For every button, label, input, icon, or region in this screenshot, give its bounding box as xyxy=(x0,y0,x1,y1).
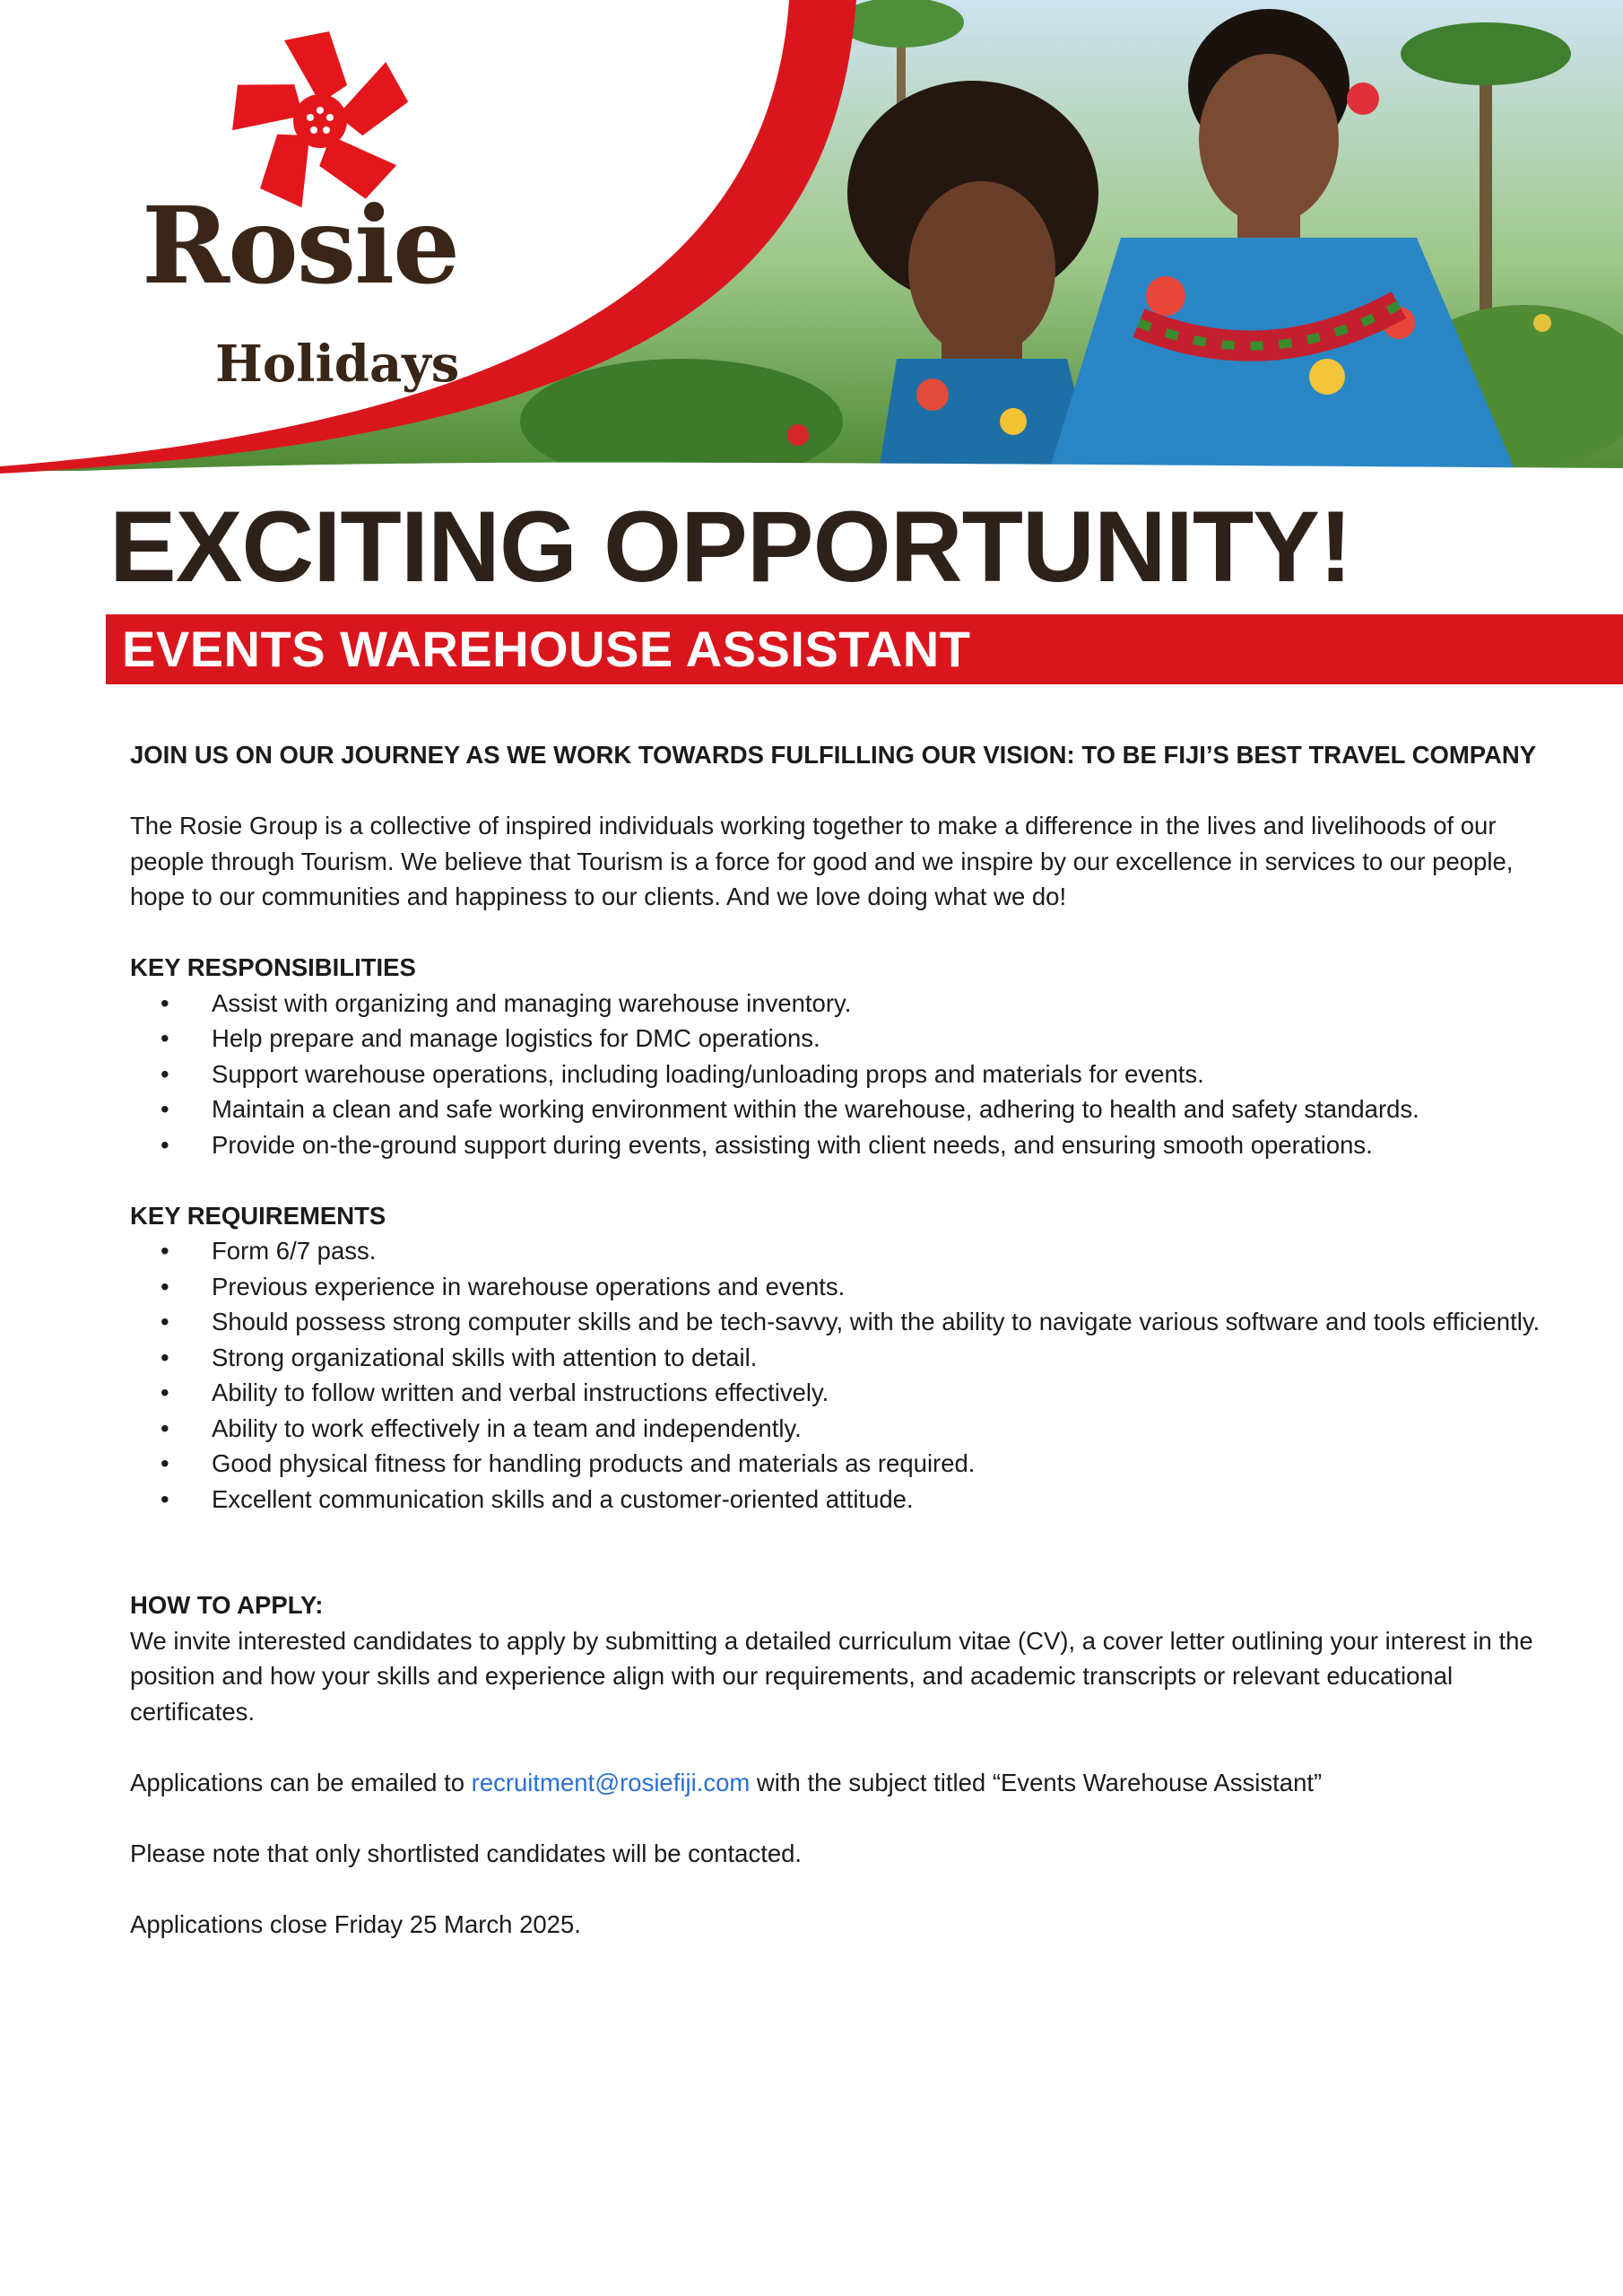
list-item: • Support warehouse operations, including loading/unloading props and materials for events. xyxy=(130,1057,1542,1092)
page-headline: EXCITING OPPORTUNITY! xyxy=(109,491,1352,603)
list-item: • Strong organizational skills with attention to detail. xyxy=(130,1340,1542,1376)
list-item: • Ability to follow written and verbal instructions effectively. xyxy=(130,1375,1542,1411)
list-item: • Maintain a clean and safe working environment within the warehouse, adhering to health and safety standards. xyxy=(130,1091,1512,1127)
bullet-icon: • xyxy=(161,1059,169,1088)
bullet-icon: • xyxy=(161,1130,169,1159)
bullet-icon: • xyxy=(161,1308,169,1335)
list-item: • Good physical fitness for handling products and materials as required. xyxy=(130,1446,1542,1482)
logo-subtitle: Holidays xyxy=(215,335,460,394)
job-title-bar xyxy=(106,614,1623,684)
bullet-icon: • xyxy=(161,1449,169,1477)
list-item: • Ability to work effectively in a team and independently. xyxy=(130,1411,1542,1447)
bullet-icon: • xyxy=(161,1237,169,1265)
apply-paragraph: We invite interested candidates to apply by submitting a detailed curriculum vitae (CV), a cover letter outlining your interest in the position and how your skills and experience align with our requirements, and academic transcripts or relevant educational certificates. xyxy=(130,1626,1533,1726)
closing-date: Applications close Friday 25 March 2025. xyxy=(130,1909,581,1938)
job-description xyxy=(130,737,1542,1942)
list-item: • Should possess strong computer skills and be tech-savvy, with the ability to navigate various software and tools efficiently. xyxy=(130,1304,1542,1340)
list-item: • Provide on-the-ground support during events, assisting with client needs, and ensuring smooth operations. xyxy=(130,1127,1542,1163)
list-item: • Excellent communication skills and a customer-oriented attitude. xyxy=(130,1482,1542,1518)
bullet-icon: • xyxy=(161,1095,169,1123)
responsibilities-heading: KEY RESPONSIBILITIES xyxy=(130,953,416,981)
bullet-icon: • xyxy=(161,1484,169,1513)
vision-statement: JOIN US ON OUR JOURNEY AS WE WORK TOWARDS FULFILLING OUR VISION: TO BE FIJI’S BEST TRAVEL COMPANY xyxy=(130,741,1537,769)
bullet-icon: • xyxy=(161,1378,169,1406)
bullet-icon: • xyxy=(161,1343,169,1371)
bullet-icon: • xyxy=(161,1272,169,1300)
bullet-icon: • xyxy=(161,988,169,1017)
apply-heading: HOW TO APPLY: xyxy=(130,1591,324,1619)
requirements-heading: KEY REQUIREMENTS xyxy=(130,1201,386,1230)
hero-banner xyxy=(0,0,1623,484)
list-item: • Previous experience in warehouse operations and events. xyxy=(130,1269,1542,1305)
shortlist-note: Please note that only shortlisted candidates will be contacted. xyxy=(130,1839,803,1867)
intro-paragraph: The Rosie Group is a collective of inspired individuals working together to make a difference in the lives and livelihoods of our people through Tourism. We believe that Tourism is a force for good and we inspire by our excellence in services to our people, hope to our communities and happiness to our clients. And we love doing what we do! xyxy=(130,812,1514,910)
logo-wordmark: Rosie xyxy=(142,183,459,308)
email-line: Applications can be emailed to recruitment@rosiefiji.com with the subject titled “Events Warehouse Assistant” xyxy=(130,1768,1323,1796)
responsibilities-list xyxy=(130,986,1542,1163)
bullet-icon: • xyxy=(161,1413,169,1442)
list-item: • Help prepare and manage logistics for DMC operations. xyxy=(130,1021,1542,1057)
job-title: EVENTS WAREHOUSE ASSISTANT xyxy=(122,621,971,677)
email-link[interactable]: recruitment@rosiefiji.com xyxy=(471,1768,751,1796)
list-item: • Form 6/7 pass. xyxy=(130,1233,1542,1269)
requirements-list xyxy=(130,1233,1542,1517)
bullet-icon: • xyxy=(161,1024,169,1052)
list-item: • Assist with organizing and managing warehouse inventory. xyxy=(130,986,1542,1022)
